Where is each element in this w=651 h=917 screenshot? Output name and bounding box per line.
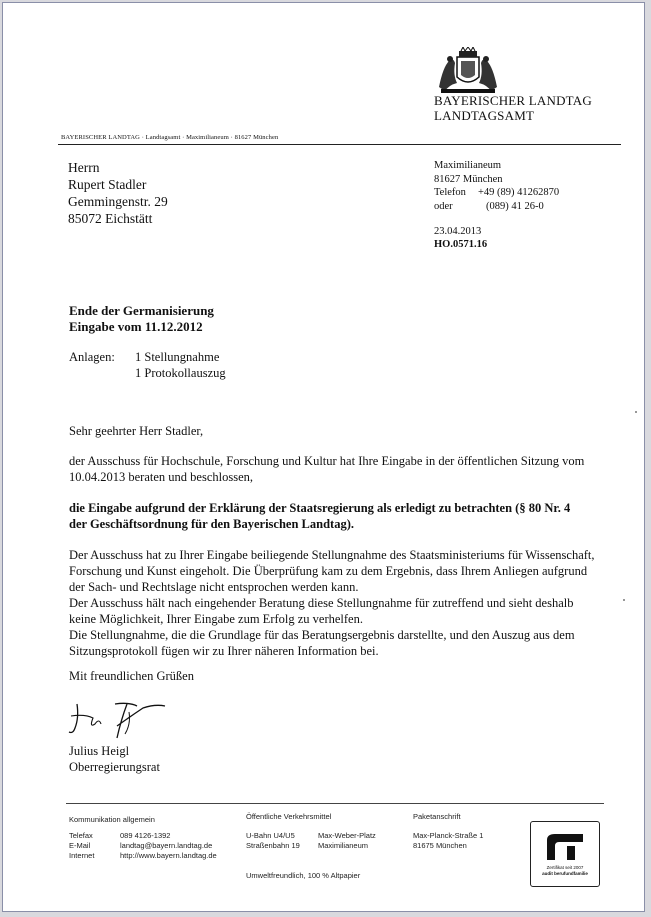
certificate-line: Zertifikat seit 2007	[546, 865, 584, 870]
phone-row	[434, 186, 559, 200]
footer-col2-stops	[318, 831, 376, 851]
reference-number: HO.0571.16	[434, 239, 488, 250]
signer-name: Julius Heigl	[69, 744, 130, 758]
recipient-address	[68, 159, 168, 227]
certificate-line: audit berufundfamilie	[542, 871, 588, 876]
email-label: E-Mail	[69, 841, 91, 850]
tram-stop: Maximilianeum	[318, 841, 369, 850]
ubahn-stop: Max-Weber-Platz	[318, 831, 376, 840]
recipient-line: Herrn	[68, 160, 100, 175]
paragraph-intro: der Ausschuss für Hochschule, Forschung und Kultur hat Ihre Eingabe in der öffentlichen Sitzung vom 10.04.2013 beraten und beschlossen,	[69, 454, 585, 484]
footer-divider	[66, 803, 604, 804]
closing: Mit freundlichen Grüßen	[69, 669, 194, 683]
footer-col3-title: Paketanschrift	[413, 812, 461, 821]
phone-label: Telefon	[434, 187, 466, 198]
package-address-line: 81675 München	[413, 841, 467, 850]
header-divider	[58, 144, 621, 145]
recipient-line: 85072 Eichstätt	[68, 211, 153, 226]
phone-value: +49 (89) 41262870	[478, 187, 560, 198]
recipient-line: Rupert Stadler	[68, 177, 147, 192]
date-reference-block	[434, 225, 487, 251]
attachments-label: Anlagen:	[69, 350, 115, 364]
paragraph-assessment: Der Ausschuss hält nach eingehender Beratung diese Stellungnahme für zutreffend und sieht deshalb keine Möglichkeit, Ihrer Eingabe zum Erfolg zu verhelfen.	[69, 596, 574, 626]
alt-phone-label: oder	[434, 200, 453, 212]
attachment-item: 1 Stellungnahme	[135, 350, 220, 364]
org-name-line2: LANDTAGSAMT	[434, 108, 535, 123]
decision-text: die Eingabe aufgrund der Erklärung der Staatsregierung als erledigt zu betrachten (§ 80 Nr. 4 der Geschäftsordnung für den Bayerischen Landtag).	[69, 501, 571, 531]
package-address-line: Max-Planck-Straße 1	[413, 831, 484, 840]
handwritten-signature	[65, 698, 175, 744]
sender-return-line: BAYERISCHER LANDTAG · Landtagsamt · Maximilianeum · 81627 München	[61, 134, 279, 141]
audit-logo-mark-icon	[545, 830, 585, 862]
alt-phone-value: (089) 41 26-0	[486, 200, 544, 212]
alt-phone-row	[434, 200, 559, 214]
footer-col1-values	[120, 831, 217, 861]
subject-block	[69, 303, 214, 335]
footer-col2-title: Öffentliche Verkehrsmittel	[246, 812, 332, 821]
tram-line: Straßenbahn 19	[246, 841, 300, 850]
attachment-item: 1 Protokollauszug	[135, 366, 226, 380]
telefax-label: Telefax	[69, 831, 93, 840]
website-link[interactable]: http://www.bayern.landtag.de	[120, 851, 217, 860]
salutation: Sehr geehrter Herr Stadler,	[69, 424, 204, 438]
audit-certificate-logo	[530, 821, 600, 887]
attachments-block	[69, 349, 226, 381]
ubahn-line: U-Bahn U4/U5	[246, 831, 295, 840]
org-name	[434, 93, 592, 123]
scan-speck	[635, 411, 637, 413]
paragraph-statement: Der Ausschuss hat zu Ihrer Eingabe beiliegende Stellungnahme des Staatsministeriums für Wissenschaft, Forschung und Kunst eingeholt. Die Überprüfung kam zu dem Ergebnis, dass Ihrem Anliegen aufgrund der Sach- und Rechtslage nicht entsprochen werden kann.	[69, 548, 595, 594]
contact-line: 81627 München	[434, 173, 503, 185]
subject-line: Ende der Germanisierung	[69, 303, 214, 318]
signer-title: Oberregierungsrat	[69, 760, 160, 774]
footer-col2-lines	[246, 831, 300, 851]
paragraph-enclosure: Die Stellungnahme, die die Grundlage für das Beratungsergebnis darstellte, und den Auszug aus dem Sitzungsprotokoll fügen wir zu Ihrer näheren Information bei.	[69, 628, 575, 658]
internet-label: Internet	[69, 851, 95, 860]
org-name-line1: BAYERISCHER LANDTAG	[434, 93, 592, 108]
package-address	[413, 831, 483, 851]
contact-block	[434, 159, 559, 213]
email-link[interactable]: landtag@bayern.landtag.de	[120, 841, 213, 850]
footer-col1-title: Kommunikation allgemein	[69, 815, 155, 824]
footer-col1-labels	[69, 831, 94, 861]
bavarian-coat-of-arms-icon	[435, 47, 501, 95]
scan-speck	[623, 599, 625, 601]
contact-line: Maximilianeum	[434, 160, 502, 171]
letter-date: 23.04.2013	[434, 226, 482, 237]
recipient-line: Gemmingenstr. 29	[68, 194, 168, 209]
certificate-text	[531, 865, 599, 877]
letter-page	[2, 2, 645, 912]
subject-line: Eingabe vom 11.12.2012	[69, 319, 203, 334]
telefax-value: 089 4126-1392	[120, 831, 171, 840]
eco-note: Umweltfreundlich, 100 % Altpapier	[246, 871, 361, 880]
